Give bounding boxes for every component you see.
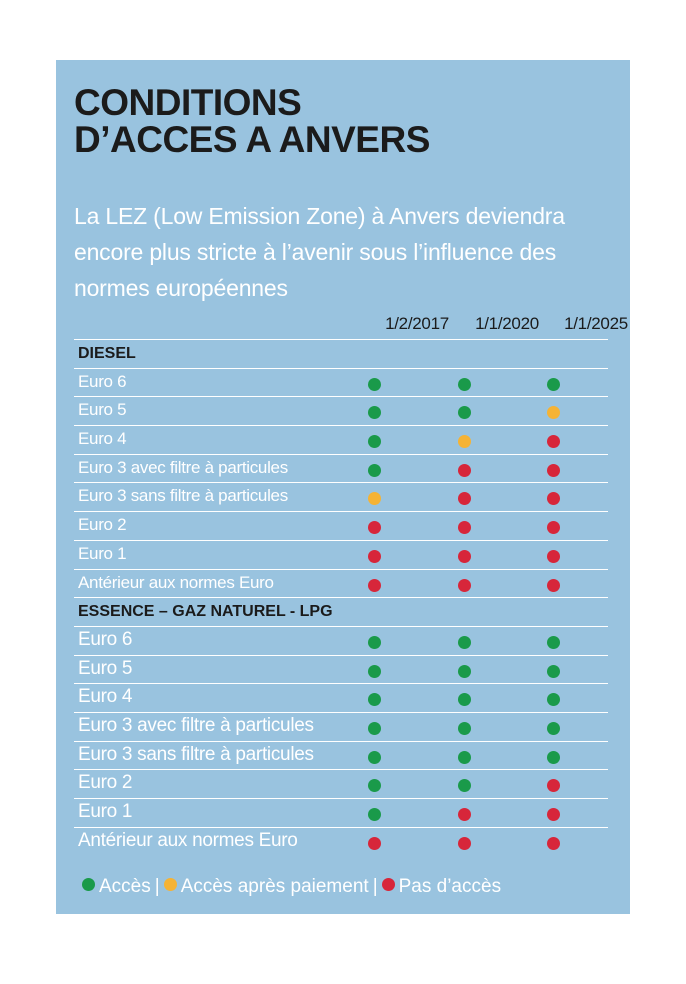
status-dot-green xyxy=(547,722,560,735)
section-label: DIESEL xyxy=(78,345,136,362)
column-header-2025: 1/1/2025 xyxy=(564,314,628,333)
status-dot-red xyxy=(458,464,471,477)
status-dot-green xyxy=(547,665,560,678)
status-dot-red xyxy=(458,837,471,850)
table-row xyxy=(74,425,608,454)
table-row xyxy=(74,827,608,856)
title-line-1: CONDITIONS xyxy=(74,82,302,123)
status-dot-orange xyxy=(547,406,560,419)
table-row xyxy=(74,569,608,598)
info-panel xyxy=(56,60,630,914)
table-row xyxy=(74,368,608,397)
status-dot-green xyxy=(368,722,381,735)
status-dot-red xyxy=(547,579,560,592)
row-label: Euro 1 xyxy=(78,801,133,822)
table-row xyxy=(74,683,608,712)
legend xyxy=(82,876,501,898)
legend-label: Accès après paiement xyxy=(180,876,369,897)
status-dot-green xyxy=(368,378,381,391)
status-dot-green xyxy=(368,435,381,448)
status-dot-red xyxy=(547,435,560,448)
row-label: Euro 1 xyxy=(78,543,127,563)
page-title xyxy=(74,84,430,158)
status-dot-green xyxy=(368,406,381,419)
status-dot-green xyxy=(458,406,471,419)
status-dot-green xyxy=(547,751,560,764)
column-header-2020: 1/1/2020 xyxy=(475,314,539,333)
status-dot-green xyxy=(458,722,471,735)
status-dot-green xyxy=(458,378,471,391)
status-dot-green xyxy=(458,665,471,678)
status-dot-green xyxy=(458,751,471,764)
status-dot-orange xyxy=(368,492,381,505)
row-label: Euro 3 sans filtre à particules xyxy=(78,486,288,506)
status-dot-green xyxy=(458,779,471,792)
status-dot-green xyxy=(368,779,381,792)
legend-separator: | xyxy=(372,876,378,897)
status-dot-red xyxy=(368,837,381,850)
section-label: ESSENCE – GAZ NATUREL - LPG xyxy=(78,603,333,621)
status-dot-red xyxy=(458,579,471,592)
status-dot-green xyxy=(458,693,471,706)
row-label: Euro 3 sans filtre à particules xyxy=(78,743,314,765)
status-dot-red xyxy=(368,550,381,563)
status-dot-red xyxy=(547,779,560,792)
row-label: Euro 2 xyxy=(78,515,127,535)
section-header xyxy=(74,597,608,626)
legend-dot-green xyxy=(82,878,95,891)
status-dot-green xyxy=(368,636,381,649)
status-dot-green xyxy=(547,636,560,649)
legend-label: Accès xyxy=(99,876,151,897)
table-row xyxy=(74,454,608,483)
status-dot-green xyxy=(547,693,560,706)
row-label: Euro 2 xyxy=(78,772,133,794)
status-dot-red xyxy=(458,492,471,505)
status-dot-red xyxy=(547,837,560,850)
row-label: Euro 4 xyxy=(78,429,127,449)
status-dot-red xyxy=(547,521,560,534)
legend-label: Pas d’accès xyxy=(398,876,502,897)
row-label: Euro 5 xyxy=(78,400,127,420)
status-dot-red xyxy=(368,521,381,534)
table-row xyxy=(74,798,608,827)
status-dot-red xyxy=(547,808,560,821)
table-row xyxy=(74,769,608,798)
row-label: Euro 6 xyxy=(78,371,127,391)
table-row xyxy=(74,482,608,511)
status-dot-red xyxy=(547,464,560,477)
status-dot-red xyxy=(368,579,381,592)
legend-dot-red xyxy=(382,878,395,891)
row-label: Euro 5 xyxy=(78,657,133,679)
status-dot-red xyxy=(458,808,471,821)
row-label: Euro 4 xyxy=(78,686,133,708)
legend-separator: | xyxy=(154,876,160,897)
row-label: Euro 3 avec filtre à particules xyxy=(78,457,288,477)
table-row xyxy=(74,712,608,741)
status-dot-red xyxy=(458,550,471,563)
row-label: Euro 3 avec filtre à particules xyxy=(78,714,314,736)
intro-text: La LEZ (Low Emission Zone) à Anvers deviendra encore plus stricte à l’avenir sous l’influence des normes européennes xyxy=(74,203,565,301)
status-dot-green xyxy=(547,378,560,391)
status-dot-green xyxy=(368,808,381,821)
row-label: Antérieur aux normes Euro xyxy=(78,829,298,851)
title-line-2: D’ACCES A ANVERS xyxy=(74,119,430,160)
row-label: Antérieur aux normes Euro xyxy=(78,572,274,592)
section-header xyxy=(74,339,608,368)
status-dot-green xyxy=(368,751,381,764)
access-table xyxy=(74,339,608,855)
table-row xyxy=(74,511,608,540)
status-dot-red xyxy=(458,521,471,534)
status-dot-orange xyxy=(458,435,471,448)
table-row xyxy=(74,626,608,655)
table-row xyxy=(74,540,608,569)
table-row xyxy=(74,741,608,770)
row-label: Euro 6 xyxy=(78,628,133,650)
table-row xyxy=(74,396,608,425)
status-dot-green xyxy=(368,665,381,678)
status-dot-green xyxy=(368,464,381,477)
status-dot-green xyxy=(368,693,381,706)
status-dot-red xyxy=(547,550,560,563)
status-dot-green xyxy=(458,636,471,649)
table-row xyxy=(74,655,608,684)
status-dot-red xyxy=(547,492,560,505)
legend-dot-orange xyxy=(164,878,177,891)
column-header-2017: 1/2/2017 xyxy=(385,314,449,333)
